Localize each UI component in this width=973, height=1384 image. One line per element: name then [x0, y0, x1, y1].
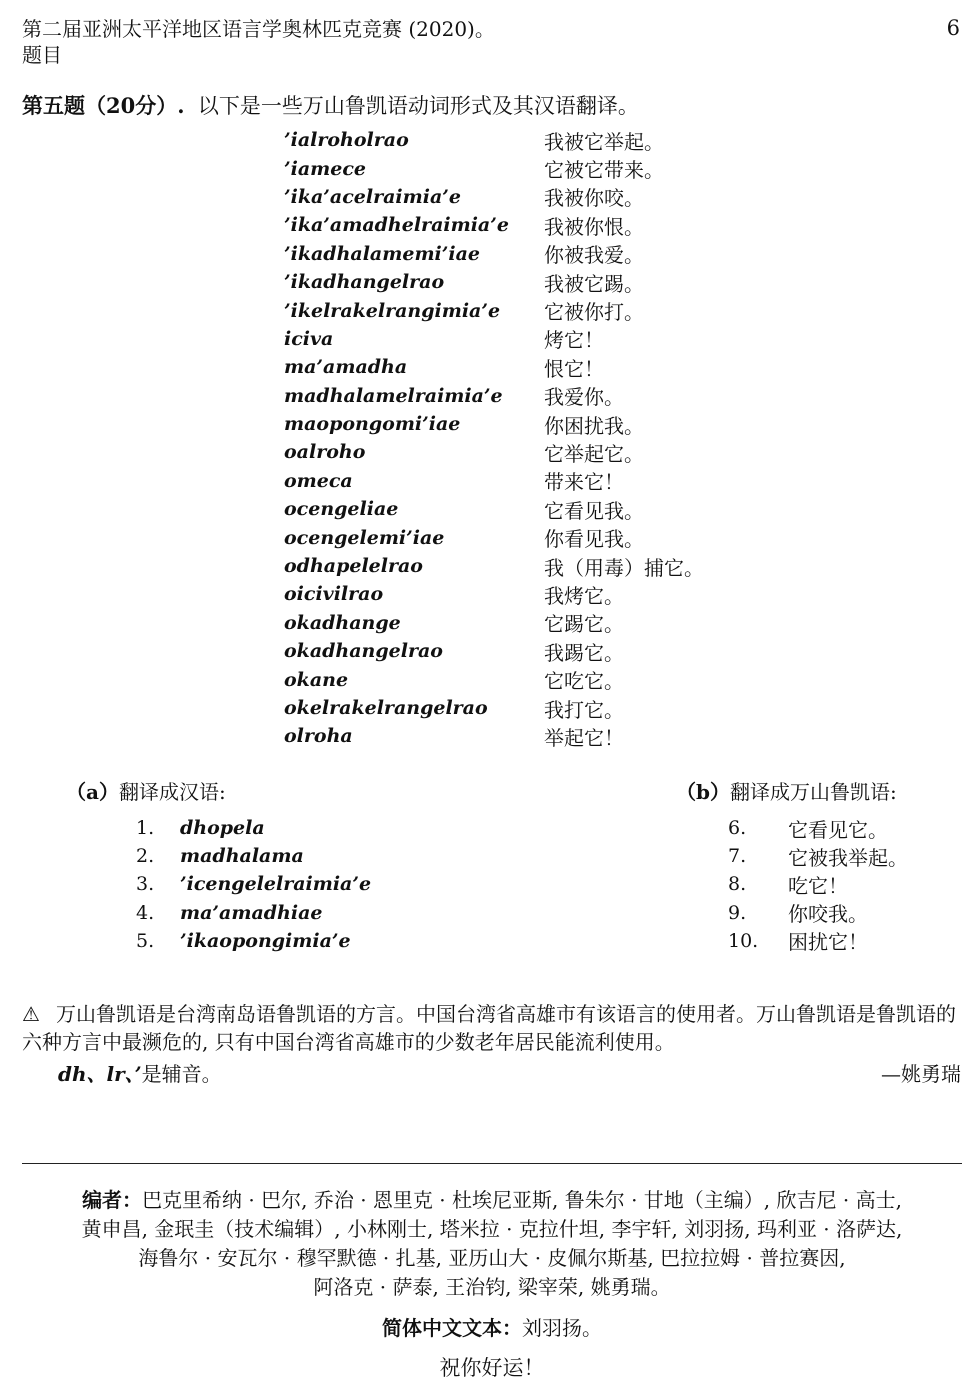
item-number: 4.: [136, 901, 155, 924]
credits: [22, 1186, 962, 1302]
task-b-items: [676, 814, 908, 955]
task-a-item: [136, 814, 371, 842]
item-text: 吃它！: [788, 873, 848, 898]
item-number: 10.: [728, 929, 759, 952]
vocab-word: ’ika’amadhelraimia’e: [284, 214, 509, 237]
divider: [22, 1163, 962, 1164]
consonant-note-text: 是辅音。: [141, 1062, 222, 1086]
vocab-translation: 我被你恨。: [544, 214, 644, 239]
editors-label: 编者：: [82, 1188, 143, 1212]
editors-line-3: 海鲁尔 · 安瓦尔 · 穆罕默德 · 扎基, 亚历山大 · 皮佩尔斯基, 巴拉拉姆 · 普拉赛因,: [138, 1246, 846, 1270]
vocab-row: [284, 126, 704, 154]
editors-line-1: [22, 1186, 962, 1215]
item-number: 8.: [728, 873, 747, 896]
vocab-translation: 你看见我。: [544, 527, 644, 552]
vocab-row: [284, 609, 704, 637]
vocab-word: ’ikelrakelrangimia’e: [284, 299, 501, 322]
vocab-row: [284, 580, 704, 608]
section-title: 题目: [22, 43, 62, 67]
task-a: [66, 776, 371, 955]
vocab-row: [284, 495, 704, 523]
item-number: 7.: [728, 845, 747, 868]
vocab-translation: 我爱你。: [544, 385, 624, 410]
vocab-word: olroha: [284, 725, 353, 748]
vocab-translation: 你被我爱。: [544, 243, 644, 268]
page-header: [22, 16, 962, 68]
item-text: ’ikaopongimia’e: [180, 929, 351, 952]
vocab-row: [284, 240, 704, 268]
task-b-label: （b）: [676, 780, 730, 804]
item-number: 1.: [136, 817, 155, 840]
problem-intro: 以下是一些万山鲁凯语动词形式及其汉语翻译。: [197, 94, 639, 118]
vocab-row: [284, 211, 704, 239]
vocab-word: okadhange: [284, 611, 401, 634]
vocab-word: odhapelelrao: [284, 555, 423, 578]
item-number: 6.: [728, 817, 747, 840]
note-text: 万山鲁凯语是台湾南岛语鲁凯语的方言。中国台湾省高雄市有该语言的使用者。万山鲁凯语是鲁凯语的六种方言中最濒危的, 只有中国台湾省高雄市的少数老年居民能流利使用。: [22, 1002, 956, 1054]
note-author: —姚勇瑞: [881, 1062, 961, 1086]
item-number: 5.: [136, 929, 155, 952]
task-b-item: [728, 899, 908, 927]
page-number: 6: [946, 16, 960, 40]
vocab-row: [284, 183, 704, 211]
vocab-word: maopongomi’iae: [284, 413, 461, 436]
task-a-title: 翻译成汉语:: [118, 780, 226, 804]
translation-credit: [22, 1312, 962, 1341]
task-a-item: [136, 870, 371, 898]
vocab-translation: 烤它！: [544, 328, 604, 353]
vocab-row: [284, 325, 704, 353]
vocab-translation: 我（用毒）捕它。: [544, 555, 704, 580]
note-paragraph: [22, 1000, 962, 1056]
item-text: 你咬我。: [788, 902, 868, 927]
vocab-translation: 带来它！: [544, 470, 624, 495]
vocab-row: [284, 665, 704, 693]
translation-label: 简体中文文本：: [382, 1316, 522, 1340]
task-b-item: [728, 927, 908, 955]
task-b: [676, 776, 908, 955]
task-b-item: [728, 814, 908, 842]
item-text: 它被我举起。: [788, 845, 908, 870]
vocab-word: oalroho: [284, 441, 366, 464]
vocab-translation: 它踢它。: [544, 612, 624, 637]
editors-line-4: 阿洛克 · 萨泰, 王治钧, 梁宰荣, 姚勇瑞。: [313, 1275, 671, 1299]
vocab-translation: 举起它！: [544, 725, 624, 750]
editors-line-2: 黄申昌, 金珉圭（技术编辑）, 小林刚士, 塔米拉 · 克拉什坦, 李宇轩, 刘羽扬, 玛利亚 · 洛萨达,: [81, 1217, 903, 1241]
vocab-word: ’ialroholrao: [284, 129, 409, 152]
item-number: 3.: [136, 873, 155, 896]
vocab-translation: 它被你打。: [544, 300, 644, 325]
vocab-row: [284, 410, 704, 438]
vocab-translation: 它吃它。: [544, 669, 624, 694]
vocab-translation: 你困扰我。: [544, 413, 644, 438]
warning-icon: ⚠: [22, 1002, 40, 1026]
vocab-word: oicivilrao: [284, 583, 384, 606]
task-a-items: [66, 814, 371, 955]
vocab-row: [284, 523, 704, 551]
item-text: 困扰它！: [788, 930, 868, 955]
translation-name: 刘羽扬。: [522, 1316, 602, 1340]
vocab-row: [284, 694, 704, 722]
vocab-translation: 恨它！: [544, 356, 604, 381]
vocab-word: ocengeliae: [284, 498, 399, 521]
good-luck: 祝你好运！: [439, 1356, 545, 1380]
competition-title: 第二届亚洲太平洋地区语言学奥林匹克竞赛 (2020)。: [22, 17, 495, 41]
vocab-word: ’ikadhangelrao: [284, 271, 445, 294]
vocab-translation: 我被你咬。: [544, 186, 644, 211]
vocab-translation: 它举起它。: [544, 442, 644, 466]
item-text: ’icengelelraimia’e: [180, 873, 372, 896]
item-number: 2.: [136, 845, 155, 868]
vocab-word: okane: [284, 668, 349, 691]
vocab-word: okadhangelrao: [284, 640, 443, 663]
vocab-translation: 我被它举起。: [544, 129, 664, 154]
task-a-item: [136, 842, 371, 870]
editors-names-1: 巴克里希纳 · 巴尔, 乔治 · 恩里克 · 杜埃尼亚斯, 鲁朱尔 · 甘地（主编）, 欣吉尼 · 高士,: [142, 1188, 902, 1212]
vocabulary-list: [284, 126, 704, 751]
vocab-word: iciva: [284, 327, 334, 350]
vocab-word: omeca: [284, 469, 353, 492]
problem-statement: [22, 90, 639, 120]
task-a-heading: [66, 776, 371, 805]
vocab-translation: 它被它带来。: [544, 158, 664, 183]
task-b-heading: [676, 776, 908, 805]
vocab-translation: 我打它。: [544, 697, 624, 722]
vocab-word: madhalamelraimia’e: [284, 384, 503, 407]
consonant-note: [58, 1058, 222, 1087]
vocab-row: [284, 268, 704, 296]
vocab-row: [284, 637, 704, 665]
vocab-row: [284, 722, 704, 750]
vocab-word: okelrakelrangelrao: [284, 697, 488, 719]
vocab-row: [284, 353, 704, 381]
vocab-word: ocengelemi’iae: [284, 526, 445, 549]
vocab-row: [284, 438, 704, 466]
vocab-translation: 我踢它。: [544, 640, 624, 665]
item-text: ma’amadhiae: [180, 901, 323, 924]
vocab-row: [284, 296, 704, 324]
vocab-row: [284, 382, 704, 410]
item-text: 它看见它。: [788, 817, 888, 842]
task-b-title: 翻译成万山鲁凯语:: [729, 780, 897, 804]
vocab-word: ’ika’acelraimia’e: [284, 185, 461, 208]
vocab-row: [284, 552, 704, 580]
vocab-translation: 它看见我。: [544, 498, 644, 523]
item-number: 9.: [728, 901, 747, 924]
task-b-item: [728, 870, 908, 898]
task-a-item: [136, 899, 371, 927]
problem-label: 第五题（20分）.: [22, 93, 185, 118]
item-text: madhalama: [180, 845, 304, 868]
consonant-letters: dh、lr、’: [58, 1062, 142, 1086]
vocab-translation: 我被它踢。: [544, 271, 644, 296]
task-a-label: （a）: [66, 780, 119, 804]
task-b-item: [728, 842, 908, 870]
vocab-word: ’iamece: [284, 157, 366, 180]
task-a-item: [136, 927, 371, 955]
vocab-translation: 我烤它。: [544, 583, 624, 608]
vocab-word: ’ikadhalamemi’iae: [284, 242, 480, 265]
vocab-word: ma’amadha: [284, 356, 408, 379]
vocab-row: [284, 467, 704, 495]
vocab-row: [284, 154, 704, 182]
item-text: dhopela: [180, 817, 265, 840]
